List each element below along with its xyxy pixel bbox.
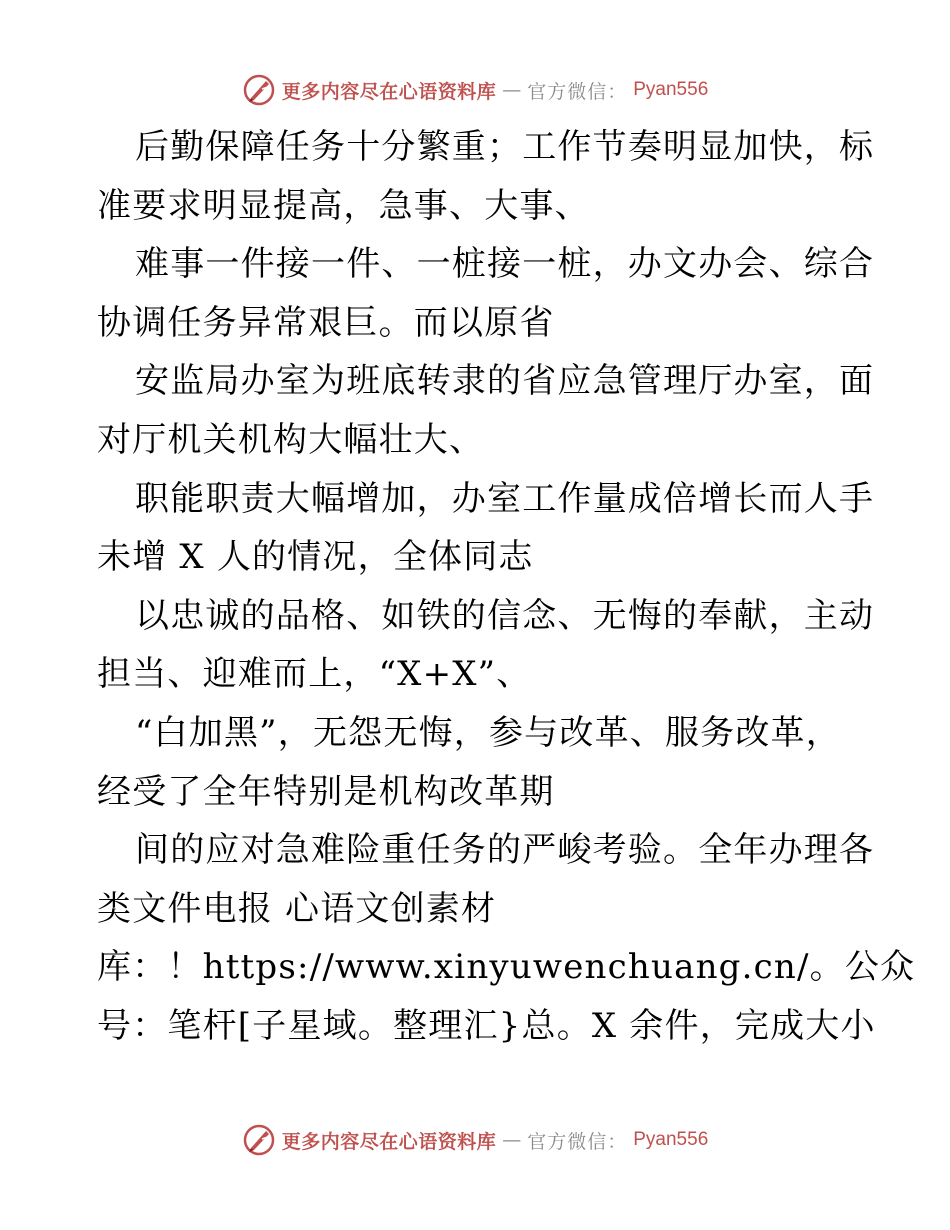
body-line: 难事一件接一件、一桩接一桩，办文办会、综合 <box>135 244 875 285</box>
promo-text: 更多内容尽在心语资料库 <box>281 1130 497 1153</box>
body-line: 职能职责大幅增加，办室工作量成倍增长而人手 <box>135 478 875 519</box>
body-line: 以忠诚的品格、如铁的信念、无悔的奉献，主动 <box>135 595 875 636</box>
wechat-label: 官方微信： <box>527 80 628 103</box>
wechat-id: Pyan556 <box>633 1129 709 1150</box>
quill-pen-logo-icon <box>242 1123 276 1157</box>
wechat-id: Pyan556 <box>633 79 709 100</box>
header-banner <box>0 70 950 110</box>
separator-dash: — <box>502 79 522 101</box>
promo-text: 更多内容尽在心语资料库 <box>281 80 497 103</box>
body-line: 担当、迎难而上，“X+X”、 <box>97 654 532 695</box>
document-body <box>97 118 916 1056</box>
body-line: 库：！https://www.xinyuwenchuang.cn/。公众 <box>97 947 916 988</box>
body-line: 后勤保障任务十分繁重；工作节奏明显加快，标 <box>135 127 875 167</box>
separator-dash: — <box>502 1129 522 1151</box>
body-line: 安监局办室为班底转隶的省应急管理厅办室，面 <box>135 361 875 402</box>
body-line: 号：笔杆[子星域。整理汇}总。X 余件，完成大小 <box>97 1005 876 1046</box>
body-line: 对厅机关机构大幅壮大、 <box>97 419 485 460</box>
body-line: 准要求明显提高，急事、大事、 <box>97 185 590 226</box>
body-line: 未增 X 人的情况，全体同志 <box>97 537 534 578</box>
body-line: 经受了全年特别是机构改革期 <box>97 771 555 812</box>
quill-pen-logo-icon <box>242 73 276 107</box>
body-line: 间的应对急难险重任务的严峻考验。全年办理各 <box>135 830 875 871</box>
body-line: 协调任务异常艰巨。而以原省 <box>97 302 555 343</box>
wechat-label: 官方微信： <box>527 1130 628 1153</box>
body-line: 类文件电报 心语文创素材 <box>97 888 497 929</box>
body-line: “白加黑”，无怨无悔，参与改革、服务改革， <box>135 712 841 753</box>
footer-banner <box>0 1120 950 1160</box>
